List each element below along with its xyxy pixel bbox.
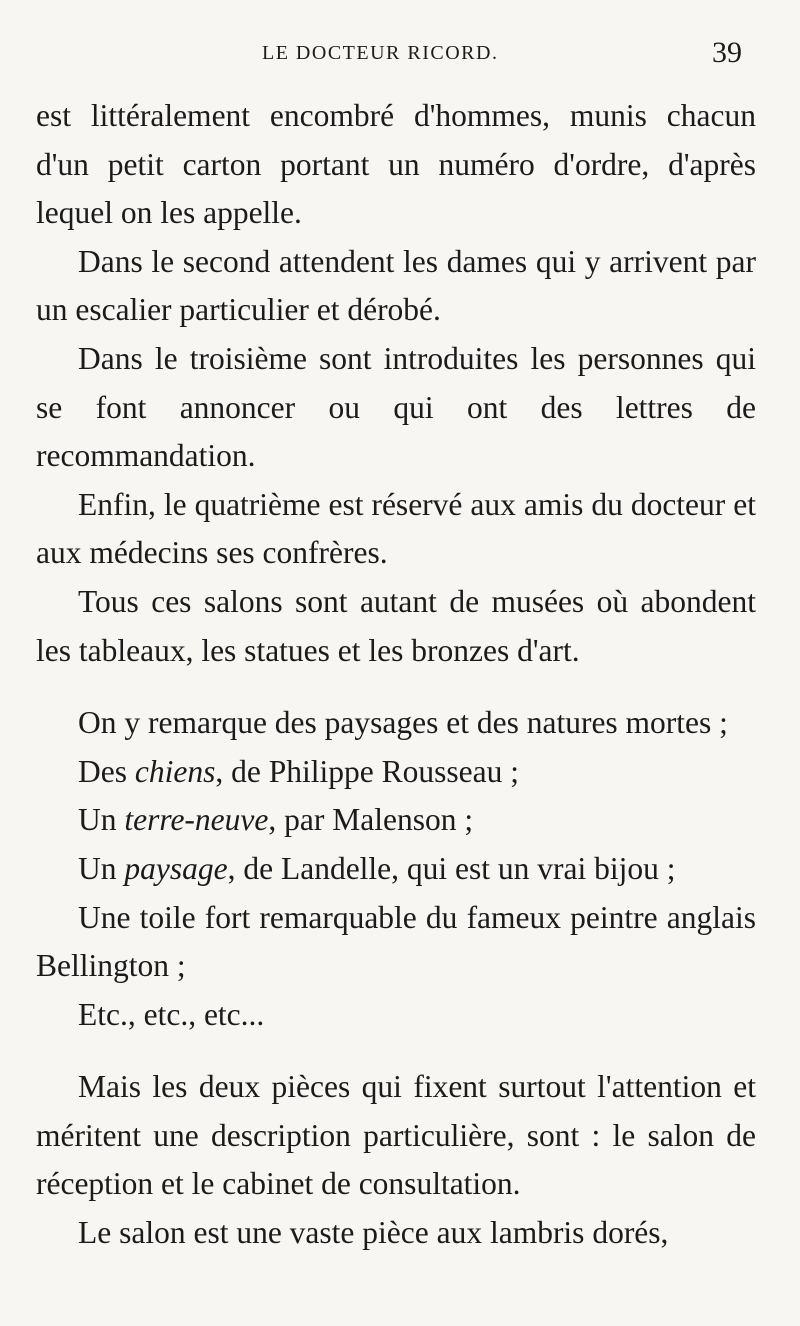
item-italic-title: paysage (124, 850, 228, 886)
paragraph-gap (36, 1039, 756, 1063)
list-item-etc: Etc., etc., etc... (78, 996, 265, 1032)
item-prefix: Un (78, 850, 125, 886)
page-number: 39 (712, 36, 742, 69)
item-suffix: , de Landelle, qui est un vrai bijou ; (227, 850, 676, 886)
paragraph-remarque: On y remarque des paysages et des natures mortes ; (78, 705, 728, 741)
list-item-terre-neuve (36, 796, 756, 845)
item-prefix: Un (78, 802, 125, 838)
page-header (0, 36, 800, 76)
paragraph-third-salon: Dans le troisième sont introduites les personnes qui se font annoncer ou qui ont des lettres de recommandation. (36, 340, 756, 474)
item-suffix: , par Malenson ; (268, 802, 474, 838)
running-title: LE DOCTEUR RICORD. (262, 42, 499, 64)
paragraph-gap (36, 675, 756, 699)
list-item-toile: Une toile fort remarquable du fameux peintre anglais Bellington ; (36, 899, 756, 984)
paragraph-deux-pieces: Mais les deux pièces qui fixent surtout l'attention et méritent une description particulière, sont : le salon de réception et le cabinet de consultation. (36, 1069, 756, 1202)
item-italic-title: terre-neuve (124, 802, 269, 838)
paragraph-museums: Tous ces salons sont autant de musées où abondent les tableaux, les statues et les bronzes d'art. (36, 583, 756, 668)
list-item-paysage (36, 845, 756, 894)
item-suffix: , de Philippe Rousseau ; (215, 753, 519, 789)
list-item-chiens (36, 748, 756, 797)
paragraph-fourth-salon: Enfin, le quatrième est réservé aux amis du docteur et aux médecins ses confrères. (36, 486, 756, 571)
body-text (36, 92, 756, 1258)
item-italic-title: chiens (134, 753, 216, 789)
paragraph-salon: Le salon est une vaste pièce aux lambris dorés, (78, 1215, 669, 1251)
item-prefix: Des (78, 753, 135, 789)
paragraph-second-salon: Dans le second attendent les dames qui y arrivent par un escalier particulier et dérobé. (36, 243, 756, 328)
paragraph-continuation: est littéralement encombré d'hommes, munis chacun d'un petit carton portant un numéro d'ordre, d'après lequel on les appelle. (36, 98, 756, 231)
